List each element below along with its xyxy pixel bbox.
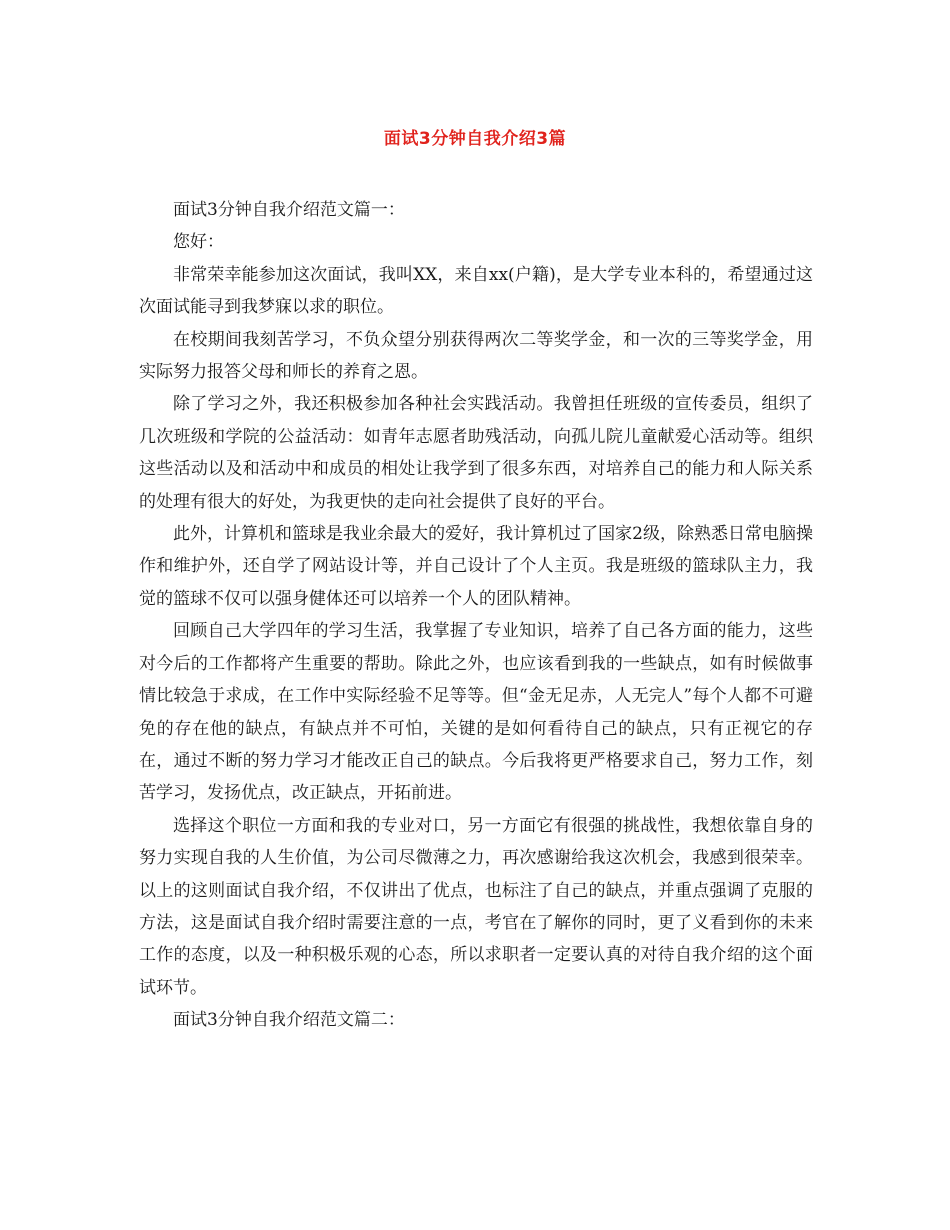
section-heading-two: 面试3分钟自我介绍范文篇二： [173, 1010, 405, 1031]
document-body [139, 194, 813, 1037]
paragraph-study: 在校期间我刻苦学习，不负众望分别获得两次二等奖学金，和一次的三等奖学金，用实际努力报答父母和师长的养育之恩。 [139, 329, 813, 383]
section-heading-one: 面试3分钟自我介绍范文篇一： [173, 200, 405, 220]
document-title: 面试3分钟自我介绍3篇 [383, 129, 567, 149]
paragraph-hobbies: 此外，计算机和篮球是我业余最大的爱好，我计算机过了国家2级，除熟悉日常电脑操作和维护外，还自学了网站设计等，并自己设计了个人主页。我是班级的篮球队主力，我觉的篮球不仅可以强身健体还可以培养一个人的团队精神。 [139, 524, 813, 609]
paragraph-intro: 非常荣幸能参加这次面试，我叫XX，来自xx(户籍)，是大学专业本科的，希望通过这次面试能寻到我梦寐以求的职位。 [139, 264, 813, 318]
paragraph-conclusion: 选择这个职位一方面和我的专业对口，另一方面它有很强的挑战性，我想依靠自身的努力实现自我的人生价值，为公司尽微薄之力，再次感谢给我这次机会，我感到很荣幸。以上的这则面试自我介绍，不仅讲出了优点，也标注了自己的缺点，并重点强调了克服的方法，这是面试自我介绍时需要注意的一点，考官在了解你的同时，更了义看到你的未来工作的态度，以及一种积极乐观的心态，所以求职者一定要认真的对待自我介绍的这个面试环节。 [139, 815, 813, 998]
paragraph-review: 回顾自己大学四年的学习生活，我掌握了专业知识，培养了自己各方面的能力，这些对今后的工作都将产生重要的帮助。除此之外，也应该看到我的一些缺点，如有时候做事情比较急于求成，在工作中实际经验不足等等。但“金无足赤，人无完人”每个人都不可避免的存在他的缺点，有缺点并不可怕，关键的是如何看待自己的缺点，只有正视它的存在，通过不断的努力学习才能改正自己的缺点。今后我将更严格要求自己，努力工作，刻苦学习，发扬优点，改正缺点，开拓前进。 [139, 621, 813, 804]
greeting: 您好： [173, 232, 224, 253]
paragraph-activities: 除了学习之外，我还积极参加各种社会实践活动。我曾担任班级的宣传委员，组织了几次班级和学院的公益活动：如青年志愿者助残活动，向孤儿院儿童献爱心活动等。组织这些活动以及和活动中和成员的相处让我学到了很多东西，对培养自己的能力和人际关系的处理有很大的好处，为我更快的走向社会提供了良好的平台。 [139, 394, 813, 512]
